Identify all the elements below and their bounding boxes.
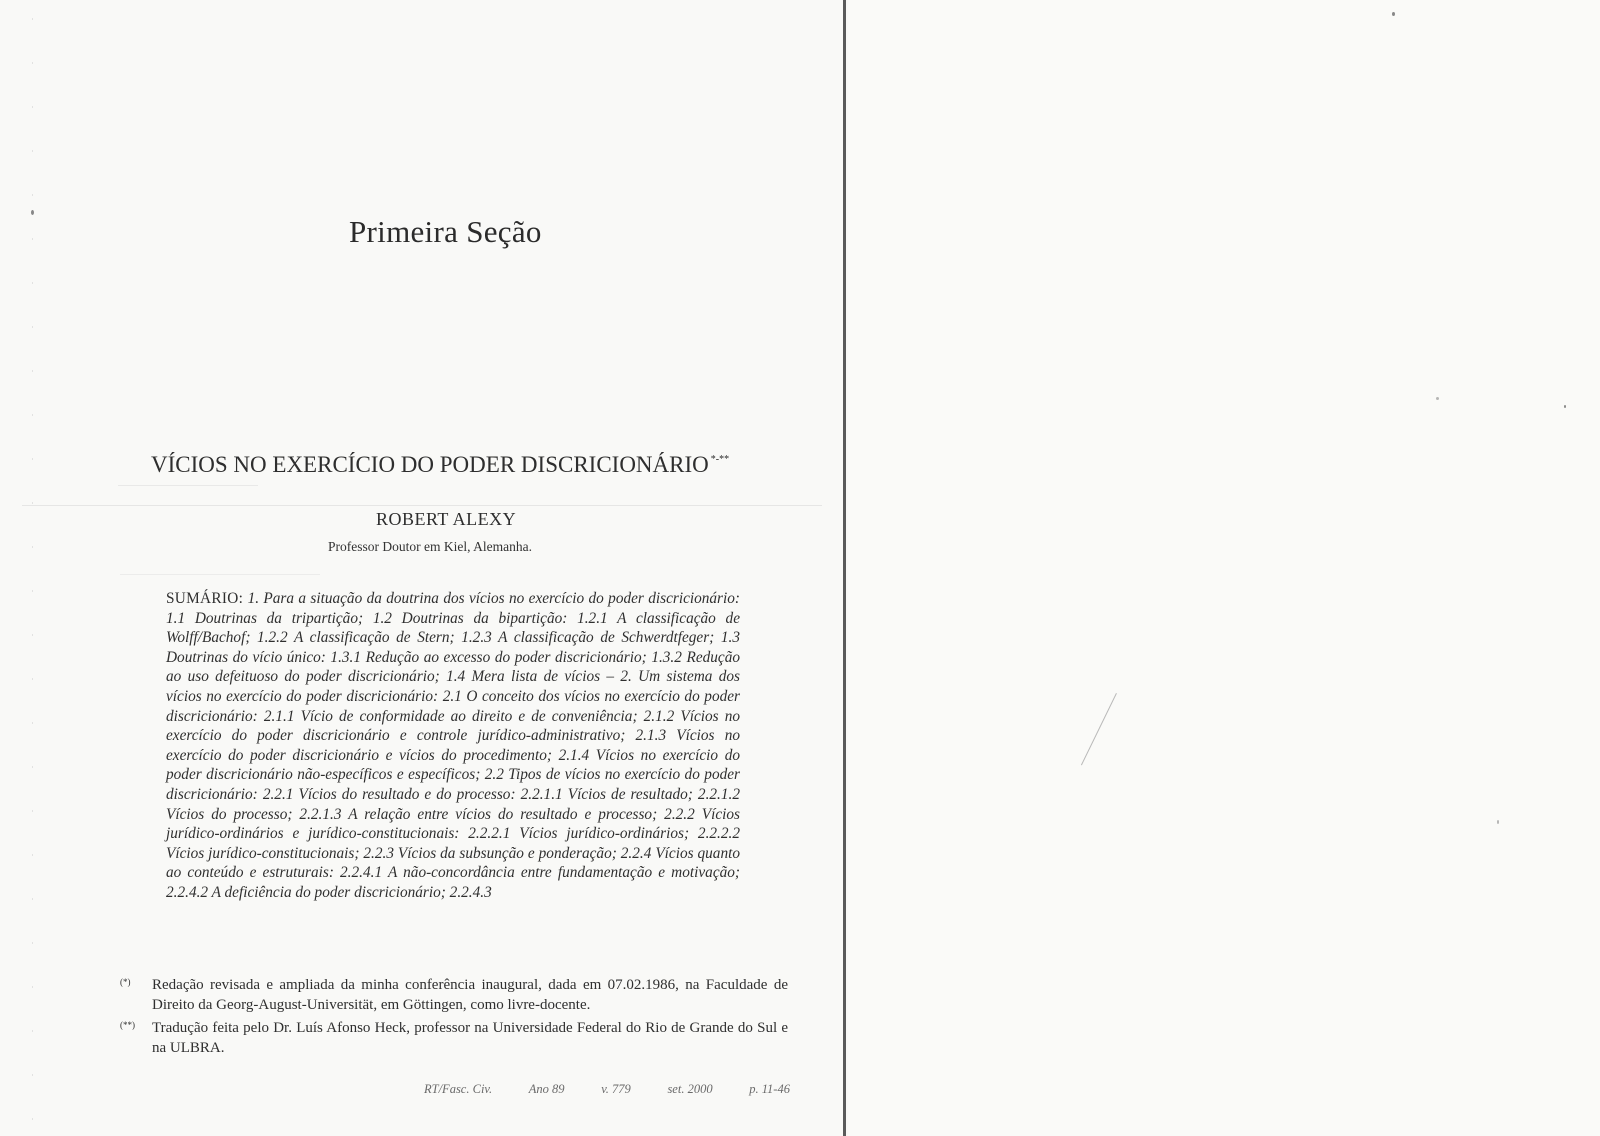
running-footer xyxy=(424,1082,790,1097)
scan-speck xyxy=(31,210,34,215)
article-title xyxy=(151,452,729,478)
page-gutter xyxy=(843,0,846,1136)
section-title: Primeira Seção xyxy=(349,214,542,249)
summary-body: 1. Para a situação da doutrina dos vícios no exercício do poder discricionário: 1.1 Doutrinas da tripartição; 1.2 Doutrinas da bipartição: 1.2.1 A classificação de Wolff/Bachof; 1.2.2 A classificação de Stern; 1.2.3 A classificação de Schwerdtfeger; 1.3 Doutrinas do vício único: 1.3.1 Redução ao excesso do poder discricionário; 1.3.2 Redução ao uso defeituoso do poder discricionário; 1.4 Mera lista de vícios – 2. Um sistema dos vícios no exercício do poder discricionário: 2.1 O conceito dos vícios no exercício do poder discricionário: 2.1.1 Vício de conformidade ao direito e de conveniência; 2.1.2 Vícios no exercício do poder discricionário e controle jurídico-administrativo; 2.1.3 Vícios no exercício do poder discricionário e vícios do procedimento; 2.1.4 Vícios no exercício do poder discricionário não-específicos e específicos; 2.2 Tipos de vícios no exercício do poder discricionário: 2.2.1 Vícios do resultado e do processo: 2.2.1.1 Vícios de resultado; 2.2.1.2 Vícios do processo; 2.2.1.3 A relação entre vícios do resultado e processo; 2.2.2 Vícios jurídico-ordinários e jurídico-constitucionais: 2.2.2.1 Vícios jurídico-ordinários; 2.2.2.2 Vícios jurídico-constitucionais; 2.2.3 Vícios da subsunção e ponderação; 2.2.4 Vícios quanto ao conteúdo e estruturais: 2.2.4.1 A não-concordância entre fundamentação e motivação; 2.2.4.2 A deficiência do poder discricionário; 2.2.4.3 xyxy=(166,590,740,901)
scan-speck xyxy=(1497,820,1499,824)
footer-volume: v. 779 xyxy=(601,1082,631,1096)
footnote-text: Redação revisada e ampliada da minha conferência inaugural, dada em 07.02.1986, na Faculdade de Direito da Georg-August-Universität, em Göttingen, como livre-docente. xyxy=(152,977,788,1013)
scan-speck xyxy=(1436,397,1439,400)
footer-pages: p. 11-46 xyxy=(749,1082,790,1096)
footnotes xyxy=(120,976,788,1062)
footnote-mark: (*) xyxy=(120,977,131,987)
author-affiliation: Professor Doutor em Kiel, Alemanha. xyxy=(328,539,532,554)
footnote xyxy=(120,1019,788,1058)
scan-speck xyxy=(1564,405,1566,408)
right-page-blank xyxy=(848,0,1600,1136)
scan-edge-artifact xyxy=(32,0,33,1136)
footer-year: Ano 89 xyxy=(528,1082,565,1096)
footnote xyxy=(120,976,788,1015)
footnote-text: Tradução feita pelo Dr. Luís Afonso Heck, professor na Universidade Federal do Rio de Grande do Sul e na ULBRA. xyxy=(152,1020,788,1056)
author-name: ROBERT ALEXY xyxy=(376,509,517,529)
bleed-through-line xyxy=(22,505,822,506)
footer-date: set. 2000 xyxy=(667,1082,713,1096)
summary-label: SUMÁRIO: xyxy=(166,590,244,607)
summary-paragraph xyxy=(166,589,740,903)
bleed-through-line xyxy=(120,574,320,575)
footnote-reference-marks: *-** xyxy=(710,454,730,465)
article-title-text: VÍCIOS NO EXERCÍCIO DO PODER DISCRICIONÁRIO xyxy=(151,452,709,477)
scan-speck xyxy=(1392,12,1395,16)
bleed-through-line xyxy=(118,485,258,486)
footnote-mark: (**) xyxy=(120,1020,135,1030)
footer-journal: RT/Fasc. Civ. xyxy=(424,1082,493,1096)
